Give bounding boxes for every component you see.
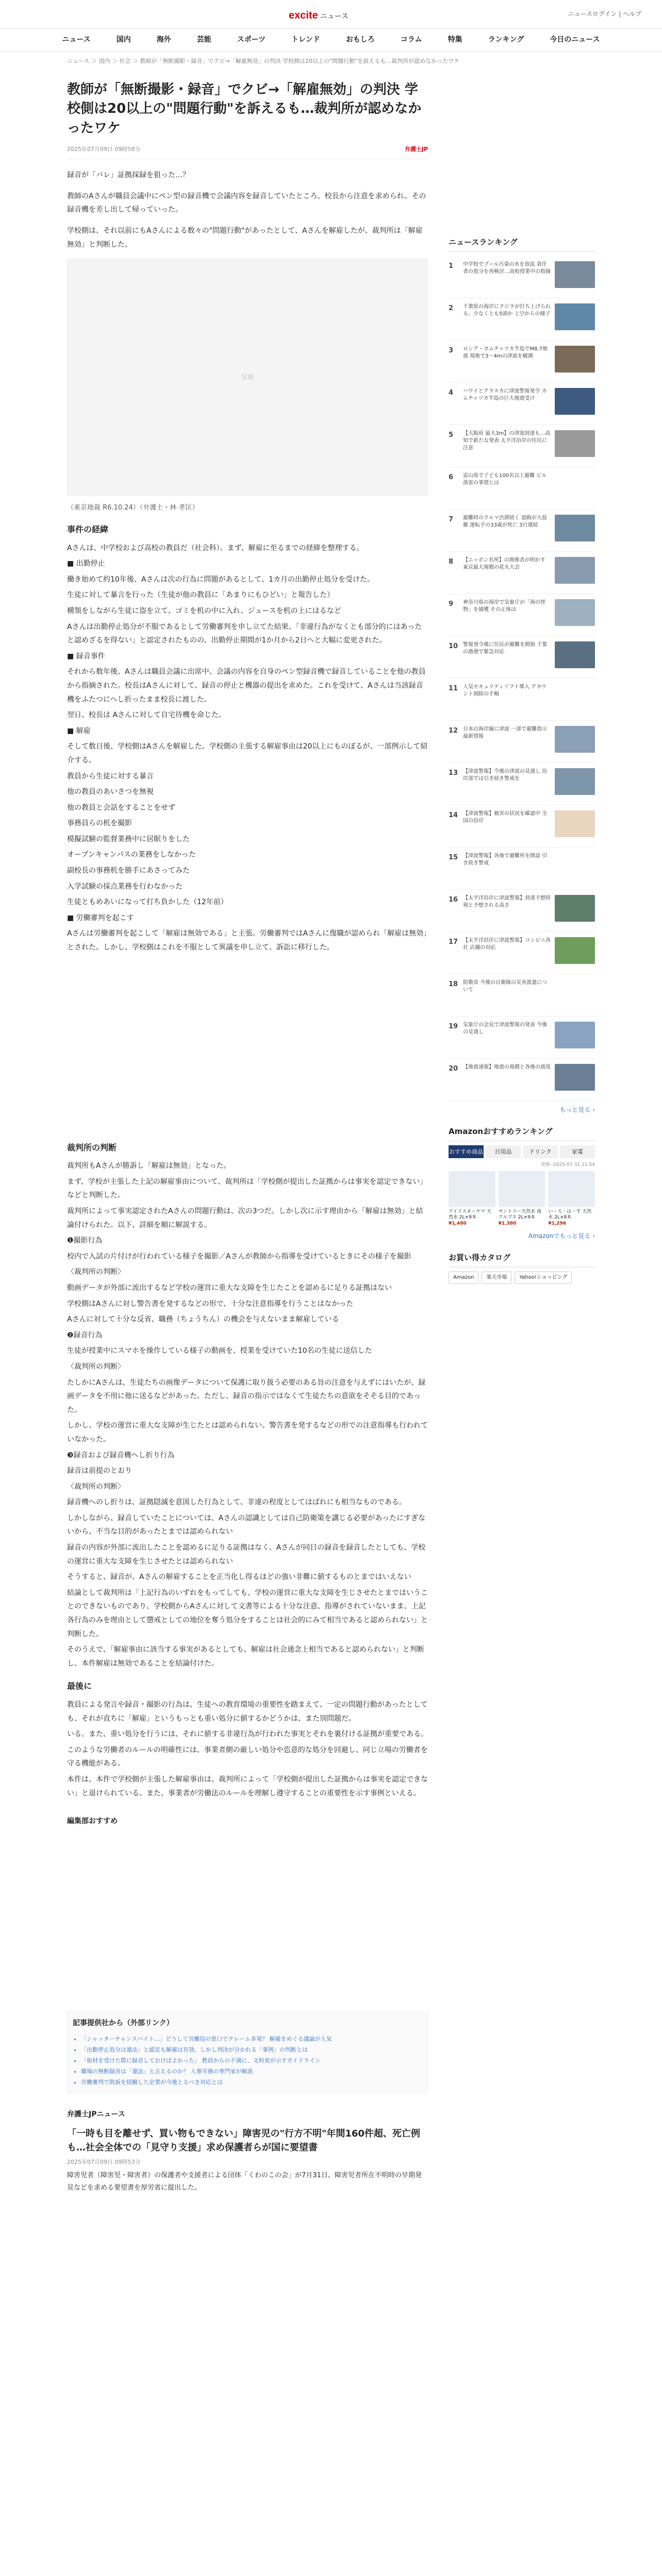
body-paragraph: 教員による発言や録音・撮影の行為は、生徒への教育環境の重要性を踏まえて、一定の問題行動があったとしても、それが直ちに「解雇」というもっとも重い処分に値するかどうかは、また別問題だ。 [67, 1701, 428, 1723]
sidebar [449, 71, 595, 2194]
external-link[interactable]: • 「シャッターチャンスバイト…」どうして労働局の窓口でクレーム多発？ 解雇をめぐる議論が人気 [81, 2034, 422, 2045]
ranking-title[interactable]: 千葉県の海岸にクジラが打ち上げられる、少なくとも5頭か 上空からの様子 [463, 303, 551, 317]
ranking-number: 10 [449, 642, 458, 650]
amazon-more-link[interactable]: Amazonでもっと見る › [528, 1232, 595, 1240]
ranking-item[interactable] [449, 636, 595, 679]
ranking-thumbnail [555, 430, 595, 457]
body-paragraph: 録音の内容が外部に流出したことを認めるに足りる証拠はなく、Aさんが同日の録音を録音したとしても、学校の運営に重大な支障を生じさせたとは認められない [67, 1544, 426, 1566]
body-paragraph: このような労働者のルールの明確性には、事業者側の厳しい処分や恣意的な処分を回避し、同じ立場の労働者を守る機能がある。 [67, 1745, 428, 1768]
ranking-number: 17 [449, 938, 458, 946]
logo-brand: excite [289, 10, 318, 21]
body-paragraph: 横領をしながら生徒に盗を立て、ゴミを机の中に入れ、ジュースを机の上にはるなど [67, 606, 341, 615]
top-bar [0, 0, 662, 29]
ranking-thumbnail [555, 1022, 595, 1048]
ranking-item[interactable] [449, 383, 595, 425]
external-links [73, 2034, 422, 2088]
ranking-number: 15 [449, 853, 458, 861]
ranking-title[interactable]: 【津波警報】被害の状況を確認中 全国の沿岸 [463, 810, 548, 824]
product-image [499, 1171, 545, 1207]
ranking-title[interactable]: 人気セキュリティソフト導入 アカウント削除の手順 [463, 684, 547, 697]
amazon-date: 更新: 2025-07-31 11:54 [541, 1162, 595, 1168]
ranking-thumbnail [555, 768, 595, 795]
ad-space [67, 957, 428, 1132]
ranking-item[interactable] [449, 594, 595, 636]
section-heading: 最後に [67, 1681, 92, 1691]
body-paragraph: 裁判所によって事実認定されたAさんの問題行動は、次の3つだ。しかし次に示す理由から「解雇は無効」と結論付けられた。以下、詳細を順に解説する。 [67, 1207, 423, 1229]
ranking-title[interactable]: 【太平洋沿岸に津波警報】コンビニ各社 店舗の対応 [463, 937, 551, 951]
body-paragraph: 校内で入試の片付けが行われている様子を撮影／Aさんが教師から指導を受けているときにその様子を撮影 [67, 1252, 411, 1261]
related-date: 2025年07月09日 09時53分 [67, 2158, 141, 2165]
article-meta [67, 145, 428, 160]
shop-link[interactable]: 楽天市場 [482, 1272, 511, 1284]
article-lead [67, 168, 428, 251]
ranking-item[interactable] [449, 763, 595, 805]
article-source[interactable]: 弁護士JP [404, 145, 428, 152]
nav-item[interactable]: トレンド [291, 36, 320, 44]
ranking-thumbnail [555, 346, 595, 372]
ranking-title[interactable]: 【大阪府 最大3m】の津波到達も…高知で新たな発表 太平洋沿岸の住民に注意 [463, 430, 551, 451]
ranking-item[interactable] [449, 805, 595, 848]
main-nav [0, 29, 662, 52]
body-paragraph: いる。また、重い処分を行うには、それに値する非違行為が行われた事実とそれを裏付ける証拠が重要である。 [67, 1730, 428, 1739]
body-paragraph: ❸録音および録音機へし折り行為 [67, 1451, 175, 1460]
body-paragraph: 教員から生徒に対する暴言 [67, 772, 154, 781]
nav-item[interactable]: ランキング [488, 36, 524, 44]
ranking-item[interactable] [449, 932, 595, 974]
body-paragraph: 録音機へのし折りは、証拠隠滅を意図した行為として、非違の程度としてはばれにも相当なものである。 [67, 1498, 406, 1507]
image-placeholder: 写真 [241, 373, 254, 381]
ranking-title[interactable]: 中学校でプール汚染の水を放流 責任者の処分を再検討…高校授業中の指摘 [463, 261, 551, 275]
body-paragraph: 裁判所もAさんが勝訴し「解雇は無効」となった。 [67, 1162, 231, 1171]
lead-paragraph: 録音が「バレ」証拠採録を狙った…？ [67, 171, 190, 180]
body-paragraph: しかしながら、録音していたことについては、Aさんの認識としては自己防衛策を講じる必要があったにすぎないから、不当な目的があったとまでは認められない [67, 1514, 426, 1536]
ranking-thumbnail [555, 261, 595, 288]
ranking-title[interactable]: ロシア・カムチャツカ半島でM8.7地震 現地で3〜4mの津波を観測 [463, 346, 548, 359]
ranking-title[interactable]: 警報発令後に住民が避難を開始 千葉の漁港で緊急対応 [463, 641, 548, 655]
lead-paragraph: 学校側は、それ以前にもAさんによる数々の"問題行動"があったとして、Aさんを解雇したが、裁判所は「解雇無効」と判断した。 [67, 227, 423, 249]
body-paragraph: 生徒が授業中にスマホを操作している様子の動画を、授業を受けていた10名の生徒に送信した [67, 1347, 372, 1355]
nav-item[interactable]: 今日のニュース [550, 36, 600, 44]
nav-item[interactable]: スポーツ [237, 36, 266, 44]
nav-item[interactable]: 特集 [448, 36, 462, 44]
nav-item[interactable]: 海外 [156, 36, 171, 44]
body-paragraph: Aさんに対して十分な反省、職務（ちょうちん）の機会を与えないまま解雇している [67, 1315, 339, 1324]
body-paragraph: しかし、学校の運営に重大な支障が生じたとは認められない。警告書を発するなどの形での注意指導も行われていなかった。 [67, 1421, 428, 1444]
ranking-thumbnail [555, 895, 595, 922]
body-paragraph: オープンキャンパスの業務をしなかった [67, 851, 196, 859]
amazon-tabs [449, 1145, 595, 1159]
body-paragraph: 〈裁判所の判断〉 [67, 1362, 125, 1371]
recommend-area [67, 1833, 428, 2008]
ranking-thumbnail [555, 853, 595, 879]
body-paragraph: 本件は、本件で学校側が主張した解雇事由は、裁判所によって「学校側が提出した証拠からは事実を認定できない」と退けられている。また、事業者が労働法のルールを理解し遵守することの重要性を示す事例といえる。 [67, 1775, 428, 1798]
image-caption: （東京地裁 R6.10.24）（弁護士・林 孝匡） [67, 504, 199, 512]
body-paragraph: 入学試験の採点業務を行わなかった [67, 882, 183, 891]
body-paragraph: 働き始めて約10年後、Aさんは次の行為に問題があるとして、1カ月の出勤停止処分を受けた。 [67, 575, 375, 584]
body-paragraph: そうすると、録音が、Aさんの解雇することを正当化し得るほどの強い非難に値するものとまではいえない [67, 1573, 411, 1582]
article-image [67, 259, 428, 496]
body-paragraph: Aさんは出勤停止処分が不服であるとして労働審判を申し立てた結果、「非違行為がなくとも部分的にはあったと認めざるを得ない」と認定されたものの、出勤停止期間が1か月から2日へと大幅に変更された。 [67, 622, 422, 645]
product-price: ¥1,296 [548, 1221, 567, 1227]
ranking-title[interactable]: 避難時のクルマ渋滞続く 道路が大混雑 運転手の33歳が死亡 3日連続 [463, 515, 547, 528]
body-paragraph: 動画データが外部に流出するなど学校の運営に重大な支障を生じたことを認めるに足りる証拠はない [67, 1283, 392, 1292]
body-paragraph: そして数日後、学校側はAさんを解雇した。学校側の主張する解雇事由は20以上にものぼるが、一部例示して紹介する。 [67, 742, 428, 765]
ranking-number: 3 [449, 346, 454, 354]
related-heading: 弁護士JPニュース [67, 2110, 125, 2119]
ranking-number: 12 [449, 726, 458, 735]
ranking-item[interactable] [449, 256, 595, 298]
ranking-number: 9 [449, 600, 454, 608]
body-paragraph: Aさんは、中学校および高校の教員だ（社会科）。まず、解雇に至るまでの経緯を整理する。 [67, 544, 364, 552]
nav-item[interactable]: 芸能 [196, 36, 211, 44]
ranking-number: 4 [449, 388, 454, 397]
nav-item[interactable]: 国内 [116, 36, 131, 44]
ranking-item[interactable] [449, 467, 595, 510]
ranking-item[interactable] [449, 425, 595, 467]
ranking-title[interactable]: 【ニッポン名所】の関係者が明かす 東京最大規模の花火大会 [463, 557, 545, 570]
breadcrumb[interactable]: ニュース ＞ 国内 ＞ 社会 ＞ 教師が「無断撮影・録音」でクビ→「解雇無効」の判決 学校側は20以上の"問題行動"を訴えるも…裁判所が認めなかったワケ [67, 58, 460, 64]
external-links-box [67, 2012, 428, 2094]
nav-item[interactable]: ニュース [62, 36, 91, 44]
ranking-number: 5 [449, 431, 454, 439]
ranking-thumbnail [555, 684, 595, 710]
external-link[interactable]: • 職場の無断録音は「違法」と言えるのか？ 人事労務の専門家が解説 [81, 2066, 422, 2077]
body-paragraph: ■ 出勤停止 [67, 560, 105, 568]
body-paragraph: 録音は前提のとおり [67, 1467, 132, 1476]
lead-paragraph: 教師のAさんが職員会議中にペン型の録音機で会議内容を録音していたところ、校長から注意を求められ、その録音機を差し出して帰っていった。 [67, 192, 426, 214]
related-title[interactable]: 「一時も目を離せず、買い物もできない」障害児の"行方不明"年間160件超、死亡例も…社会全体での「見守り支援」求め保護者らが国に要望書 [67, 2128, 420, 2153]
external-link[interactable]: • 労働審判で敗訴を経験した企業が今後とるべき対応とは [81, 2077, 422, 2088]
product-price: ¥1,480 [449, 1221, 467, 1227]
shop-links [449, 1272, 595, 1284]
ranking-number: 7 [449, 515, 454, 523]
product-name: い・ろ・は・す 天然水 2L×8本 [548, 1209, 592, 1221]
ranking-heading: ニュースランキング [449, 236, 595, 252]
body-paragraph: ❶撮影行為 [67, 1236, 103, 1245]
body-paragraph: 生徒に対して暴言を行った（生徒が他の教員に「あまりにもひどい」と報告した） [67, 591, 334, 600]
ranking-thumbnail [555, 726, 595, 753]
ranking-title[interactable]: 日本の海岸線に津波 一部で避難指示 最新情報 [463, 726, 548, 739]
body-paragraph: ❷録音行為 [67, 1331, 103, 1340]
amazon-product[interactable] [499, 1171, 545, 1227]
article-title: 教師が「無断撮影・録音」でクビ→「解雇無効」の判決 学校側は20以上の"問題行動"を訴えるも…裁判所が認めなかったワケ [67, 81, 422, 136]
body-paragraph: 他の教員のあいさつを無視 [67, 788, 154, 796]
shop-link[interactable]: Yahoo!ショッピング [515, 1272, 572, 1284]
body-paragraph: 〈裁判所の判断〉 [67, 1482, 125, 1491]
ranking-title[interactable]: 気象庁の会見で津波警報の発表 今後の見通し [463, 1022, 548, 1035]
ranking-number: 2 [449, 304, 454, 312]
body-paragraph: まず、学校が主張した上記の解雇事由について、裁判所は「学校側が提出した証拠からは事実を認定できない」などと判断した。 [67, 1177, 427, 1200]
ranking-title[interactable]: 富山県で子ども100名以上避難 ビル落雷の事情とは [463, 472, 547, 486]
ranking-item[interactable] [449, 848, 595, 890]
body-paragraph: ■ 労働審判を起こす [67, 913, 134, 922]
amazon-tab[interactable]: ドリンク [523, 1145, 558, 1159]
ranking-title[interactable]: 【太平洋沿岸に津波警報】到達予想時刻と予想される高さ [463, 895, 551, 908]
body-paragraph: 翌日、校長は Aさんに対して自宅待機を命じた。 [67, 711, 226, 720]
ranking-item[interactable] [449, 552, 595, 594]
nav-item[interactable]: コラム [400, 36, 422, 44]
ranking-number: 1 [449, 262, 454, 270]
ranking-thumbnail [555, 1064, 595, 1091]
shop-heading: お買い得カタログ [449, 1251, 595, 1267]
ranking-number: 19 [449, 1022, 458, 1030]
product-image [548, 1171, 595, 1207]
body-paragraph: 模擬試験の監督業務中に居眠りをした [67, 835, 190, 843]
ranking-item[interactable] [449, 679, 595, 721]
product-name: アイリスオーヤマ 天然水 2L×9本 [449, 1209, 491, 1221]
section-heading: 事件の経緯 [67, 524, 109, 535]
ranking-thumbnail [555, 810, 595, 837]
links-heading: 記事提供社から（外部リンク） [73, 2019, 174, 2027]
amazon-tab[interactable]: おすすめ商品 [449, 1145, 484, 1159]
body-paragraph: そのうえで、「解雇事由に該当する事実があるとしても、解雇は社会通念上相当であると認められない」と判断し、本件解雇は無効であることを結論付けた。 [67, 1646, 424, 1668]
amazon-heading: Amazonおすすめランキング [449, 1125, 595, 1141]
ranking-number: 18 [449, 980, 458, 988]
recommend-heading: 編集部おすすめ [67, 1817, 118, 1826]
ranking-title[interactable]: 【地震速報】地震の規模と各地の震度 [463, 1064, 551, 1070]
body-paragraph: たしかにAさんは、生徒たちの画像データについて保護に取り扱う必要のある旨の注意を与えずにはいたが、録画データを不用に他に送るなどがあった。ただし、録音の指示ではなくて生徒たちの意欲をそそる目的であった。 [67, 1378, 426, 1414]
body-paragraph: ■ 解雇 [67, 726, 91, 735]
ranking-number: 16 [449, 895, 458, 904]
ranking-item[interactable] [449, 974, 595, 1016]
ranking-thumbnail [555, 557, 595, 584]
body-paragraph: ■ 録音事件 [67, 652, 105, 660]
amazon-tab[interactable]: 家電 [560, 1145, 595, 1159]
external-link[interactable]: • 「出勤停止処分は違法」と認定も解雇は有効、しかし判決が分かれる「事例」の判断とは [81, 2045, 422, 2056]
ranking-title[interactable]: 神奈川県の海岸で気象庁が「海の怪物」を捕獲 その正体は [463, 599, 545, 613]
ranking-thumbnail [555, 388, 595, 415]
ranking-title[interactable]: 防衛省 今後の自衛隊の災害派遣について [463, 979, 547, 993]
external-link[interactable]: • 「取材を受けた際に録音しておけばよかった」 教員からの不満に、文科省が示すガイドライン [81, 2056, 422, 2066]
ranking-number: 6 [449, 473, 454, 481]
ranking-number: 11 [449, 684, 458, 692]
product-price: ¥1,380 [498, 1221, 517, 1227]
ranking-thumbnail [555, 515, 595, 541]
ranking-item[interactable] [449, 1016, 595, 1059]
body-paragraph: 生徒ともめあいになって打ち負かした（12年前） [67, 898, 228, 907]
ranking-title[interactable]: ハワイとアラスカに津波警報発令 カムチャツカ半島の巨大地震受け [463, 388, 547, 401]
ranking-thumbnail [555, 303, 595, 330]
article-body [67, 523, 428, 1800]
product-name: サントリー天然水 南アルプス 2L×9本 [498, 1209, 542, 1221]
ranking-thumbnail [555, 641, 595, 668]
body-paragraph: 副校長の事務机を勝手にあさってみた [67, 867, 190, 875]
body-paragraph: 他の教員と会話をすることをせず [67, 803, 175, 812]
ranking-number: 8 [449, 557, 454, 566]
amazon-product[interactable] [449, 1171, 495, 1227]
ranking-thumbnail [555, 979, 595, 1006]
article-date: 2025年07月09日 09時58分 [67, 145, 141, 152]
body-paragraph: 事務員らの机を撮影 [67, 819, 132, 828]
shop-link[interactable]: Amazon [449, 1272, 478, 1284]
related-article-card[interactable] [67, 2127, 428, 2194]
ranking-more-link[interactable]: もっと見る › [559, 1106, 595, 1113]
ranking-item[interactable] [449, 341, 595, 383]
ranking-thumbnail [555, 599, 595, 626]
ranking-thumbnail [555, 472, 595, 499]
amazon-product[interactable] [548, 1171, 595, 1227]
ranking-thumbnail [555, 937, 595, 964]
ranking-number: 20 [449, 1064, 458, 1073]
ranking-title[interactable]: 【津波警報】今後の津波の見通し 沿岸部では引き続き警戒を [463, 768, 548, 782]
logo-sub: ニュース [320, 12, 349, 20]
body-paragraph: 学校側はAさんに対し警告書を発するなどの形で、十分な注意指導を行うことはなかった [67, 1299, 354, 1308]
body-paragraph: 結論として裁判所は「上記行為のいずれをもってしても、学校の運営に重大な支障を生じさせたとまではいうことのできないものであり、学校側からAさんに対して文書等による十分な注意、指導がされていないまま、上記各行為のみを理由として懲戒としての地位を奪う処分をすることは社会的にみて相当であると認められない」と判断した。 [67, 1588, 428, 1638]
amazon-tab[interactable]: 日用品 [486, 1145, 521, 1159]
nav-item[interactable]: おもしろ [345, 36, 375, 44]
product-image [449, 1171, 495, 1207]
section-heading: 裁判所の判断 [67, 1142, 117, 1153]
body-paragraph: 〈裁判所の判断〉 [67, 1268, 125, 1277]
site-logo[interactable] [289, 7, 349, 24]
ranking-number: 14 [449, 811, 458, 819]
amazon-widget [449, 1125, 595, 1241]
body-paragraph: Aさんは労働審判を起こして「解雇は無効である」と主張。労働審判ではAさんに復職が認められ「解雇は無効」とされた。しかし、学校側はこれを不服として異議を申し立て、訴訟に移行した。 [67, 929, 427, 952]
related-lead: 障害児者（障害児・障害者）の保護者や支援者による団体「くわのこの会」が7月31日、障害児者所在不明時の早期発見などを求める要望書を厚労省に提出した。 [67, 2172, 422, 2192]
ranking-title[interactable]: 【津波警報】各地で避難所を開設 引き続き警戒 [463, 853, 548, 866]
ranking-item[interactable] [449, 721, 595, 763]
ranking-item[interactable] [449, 890, 595, 932]
body-paragraph: それから数年後、Aさんは職員会議に出席中、会議の内容を自身のペン型録音機で録音していることを他の教員から指摘された。校長はAさんに対して、録音の停止と機器の提出を求めた。これを受けて、Aさんは当該録音機をふたつにへし折ったまま校長に渡した。 [67, 668, 426, 704]
ranking-list [449, 256, 595, 1101]
ranking-item[interactable] [449, 298, 595, 341]
ranking-item[interactable] [449, 510, 595, 552]
amazon-products [449, 1171, 595, 1227]
ranking-number: 13 [449, 769, 458, 777]
article-main [67, 71, 428, 2194]
top-links[interactable]: ニュースログイン | ヘルプ [568, 10, 641, 18]
ranking-item[interactable] [449, 1059, 595, 1101]
